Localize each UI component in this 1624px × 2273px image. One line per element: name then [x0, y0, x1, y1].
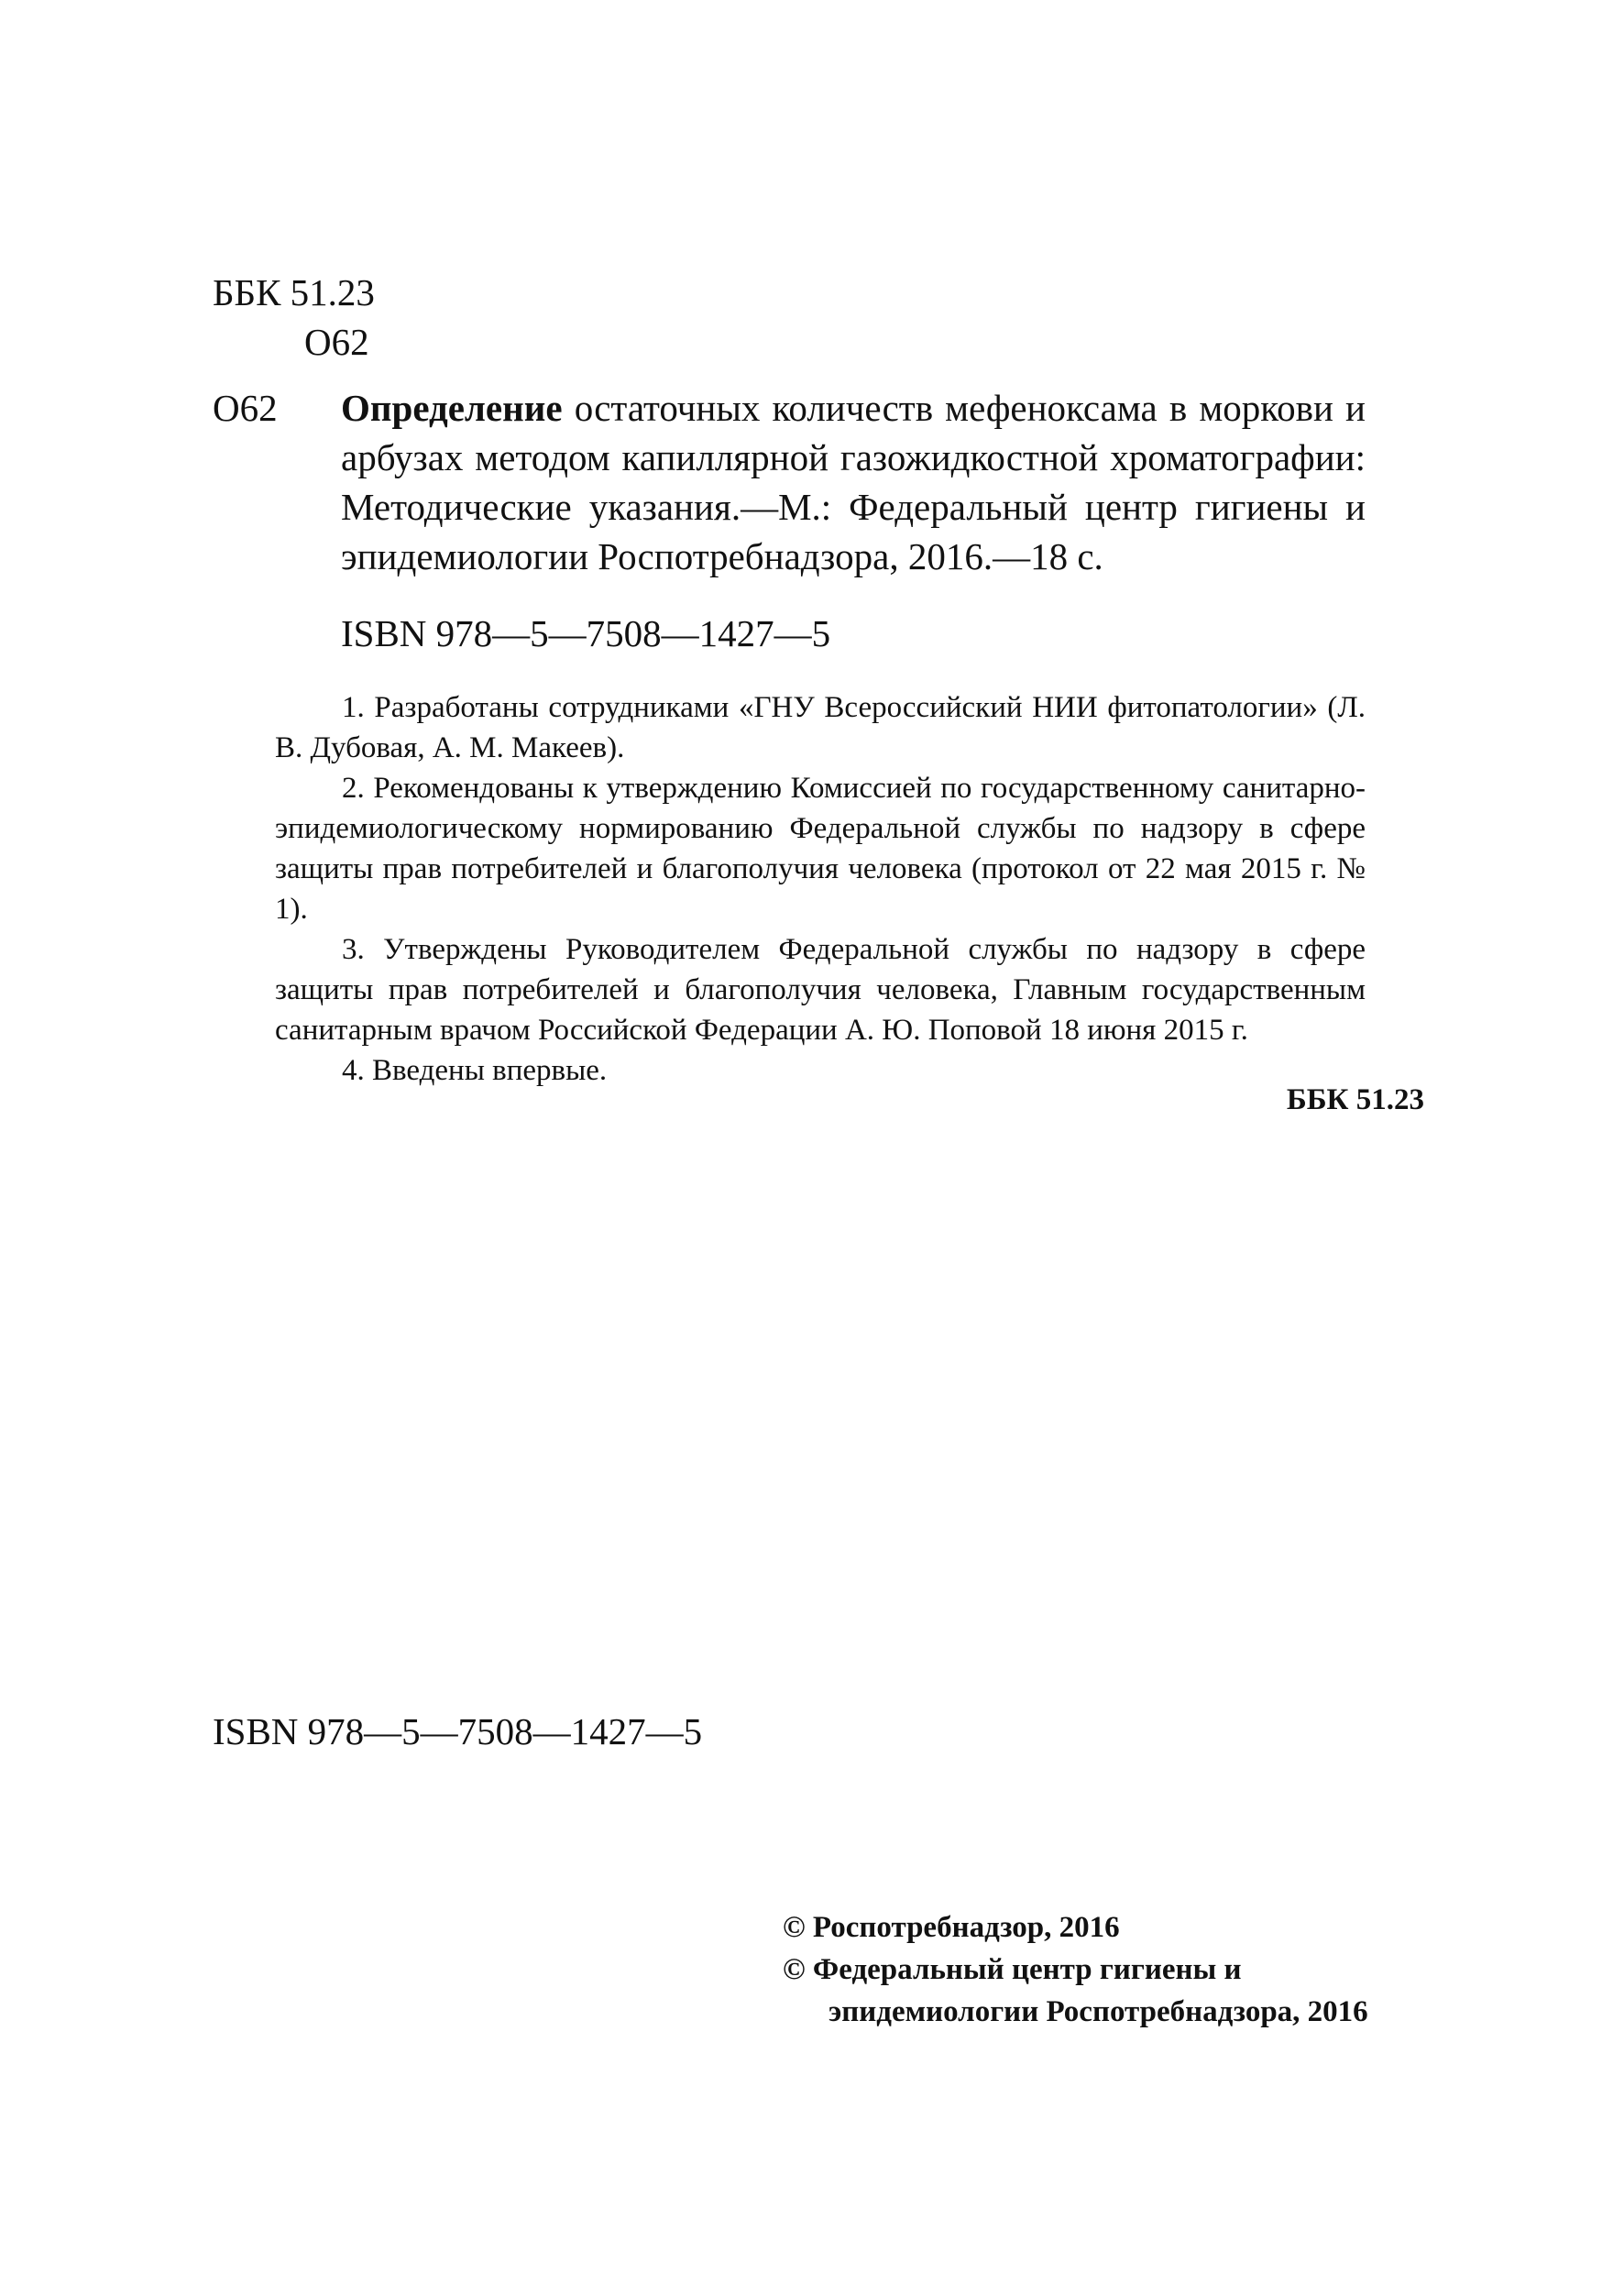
bbk-code-right: ББК 51.23	[1286, 1083, 1424, 1116]
notes-list	[275, 687, 1366, 1091]
copyright-block	[783, 1906, 1368, 2033]
note-item: 4. Введены впервые.	[342, 1054, 608, 1087]
note-item: 2. Рекомендованы к утверждению Комиссией по государственному санитарно-эпидемиологическому нормированию Федеральной службы по надзору в сфере защиты прав потребителей и благополучия человека (протокол от 22 мая 2015 г. № 1).	[275, 772, 1366, 926]
annotation-text	[341, 383, 1366, 581]
isbn-bottom: ISBN 978—5—7508—1427—5	[213, 1710, 703, 1752]
copyright-line: эпидемиологии Роспотребнадзора, 2016	[828, 1995, 1368, 2028]
annotation-title-rest: остаточных количеств мефеноксама в моркови и арбузах методом капиллярной газожидкостной хроматографии: Методические указания.—М.: Федеральный центр гигиены и эпидемиологии Роспотребнадзора, 2016.—18 с.	[341, 387, 1366, 577]
copyright-line: © Федеральный центр гигиены и	[783, 1953, 1242, 1986]
bibliographic-annotation	[213, 383, 1366, 581]
copyright-line: © Роспотребнадзор, 2016	[783, 1911, 1120, 1944]
bbk-classification-block	[213, 268, 375, 367]
note-item: 1. Разработаны сотрудниками «ГНУ Всероссийский НИИ фитопатологии» (Л. В. Дубовая, А. М. Макеев).	[275, 691, 1366, 764]
isbn: ISBN 978—5—7508—1427—5	[341, 612, 831, 654]
bbk-code: ББК 51.23	[213, 271, 375, 313]
annotation-author-sign: О62	[213, 387, 278, 429]
note-item: 3. Утверждены Руководителем Федеральной службы по надзору в сфере защиты прав потребителей и благополучия человека, Главным государственным санитарным врачом Российской Федерации А. Ю. Поповой 18 июня 2015 г.	[275, 933, 1366, 1047]
author-sign: О62	[304, 321, 369, 363]
annotation-title-bold: Определение	[341, 387, 563, 429]
